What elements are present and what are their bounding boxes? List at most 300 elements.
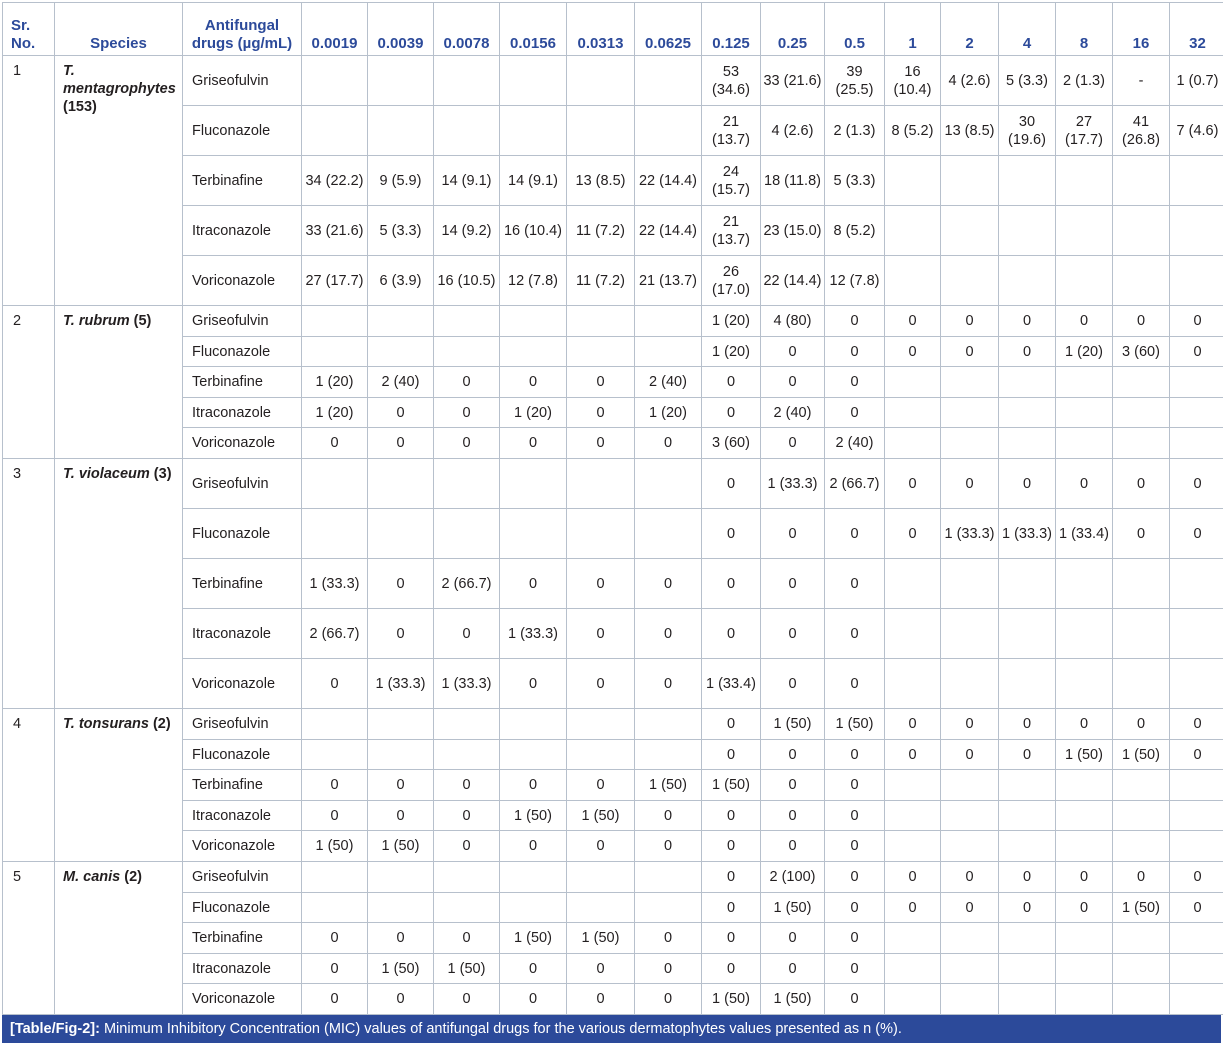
mic-value-cell	[302, 893, 368, 923]
mic-value-cell: 1 (50)	[434, 954, 500, 984]
mic-value-cell: 0	[567, 659, 635, 709]
mic-value-cell: 0	[1056, 306, 1113, 337]
mic-value-cell	[1113, 801, 1170, 831]
table-row	[3, 398, 1223, 428]
mic-value-cell: 12 (7.8)	[825, 256, 885, 306]
mic-value-cell	[941, 984, 999, 1015]
mic-value-cell	[1170, 923, 1223, 954]
mic-value-cell	[1056, 609, 1113, 659]
table-row	[3, 509, 1223, 559]
species-count: (153)	[63, 99, 97, 115]
mic-value-cell: 2 (1.3)	[825, 106, 885, 156]
header-row	[3, 3, 1223, 56]
mic-value-cell: 0	[761, 740, 825, 770]
mic-value-cell: 0	[999, 337, 1056, 367]
mic-value-cell: 1 (50)	[567, 801, 635, 831]
mic-value-cell	[941, 428, 999, 459]
mic-value-cell: 0	[302, 923, 368, 954]
mic-value-cell: 0	[1170, 337, 1223, 367]
mic-value-cell	[941, 156, 999, 206]
mic-value-cell: 1 (33.4)	[1056, 509, 1113, 559]
drug-name-cell: Itraconazole	[183, 954, 302, 984]
table-row	[3, 862, 1223, 893]
mic-value-cell	[999, 923, 1056, 954]
mic-value-cell: 1 (33.3)	[761, 459, 825, 509]
mic-value-cell: 13 (8.5)	[567, 156, 635, 206]
mic-value-cell: 0	[761, 337, 825, 367]
species-count: (2)	[124, 869, 142, 885]
mic-value-cell	[1170, 801, 1223, 831]
mic-value-cell	[1170, 428, 1223, 459]
mic-value-cell: 0	[368, 428, 434, 459]
mic-value-cell: 0	[885, 893, 941, 923]
mic-value-cell: 0	[825, 306, 885, 337]
mic-value-cell	[302, 709, 368, 740]
mic-value-cell: 0	[434, 831, 500, 862]
drug-name-cell: Fluconazole	[183, 893, 302, 923]
mic-value-cell: 1 (20)	[500, 398, 567, 428]
mic-value-cell: 0	[1170, 509, 1223, 559]
mic-value-cell: 0	[302, 801, 368, 831]
mic-value-cell: 27 (17.7)	[1056, 106, 1113, 156]
mic-value-cell	[500, 459, 567, 509]
header-concentration: 0.0156	[500, 3, 567, 56]
mic-value-cell	[999, 156, 1056, 206]
mic-value-cell	[885, 984, 941, 1015]
mic-value-cell: 1 (50)	[761, 709, 825, 740]
mic-value-cell: 0	[825, 862, 885, 893]
drug-name-cell: Itraconazole	[183, 398, 302, 428]
mic-value-cell: 1 (33.3)	[500, 609, 567, 659]
sr-no-cell: 5	[3, 862, 55, 1015]
mic-value-cell	[1056, 659, 1113, 709]
table-row	[3, 770, 1223, 801]
mic-value-cell	[567, 306, 635, 337]
mic-value-cell	[368, 509, 434, 559]
species-cell	[55, 306, 183, 459]
mic-value-cell	[302, 306, 368, 337]
mic-value-cell: 0	[1170, 306, 1223, 337]
mic-value-cell	[941, 609, 999, 659]
table-row	[3, 609, 1223, 659]
mic-value-cell	[1113, 609, 1170, 659]
mic-value-cell: 8 (5.2)	[825, 206, 885, 256]
mic-value-cell: 5 (3.3)	[999, 56, 1056, 106]
mic-value-cell	[1170, 398, 1223, 428]
mic-value-cell: 0	[500, 984, 567, 1015]
header-concentration: 0.0019	[302, 3, 368, 56]
mic-value-cell	[885, 770, 941, 801]
mic-value-cell: 16 (10.5)	[434, 256, 500, 306]
mic-value-cell: 0	[567, 770, 635, 801]
header-concentration: 16	[1113, 3, 1170, 56]
mic-value-cell: 6 (3.9)	[368, 256, 434, 306]
sr-no-cell: 4	[3, 709, 55, 862]
mic-value-cell: 0	[434, 609, 500, 659]
mic-value-cell: 22 (14.4)	[635, 156, 702, 206]
mic-value-cell: 0	[702, 459, 761, 509]
mic-value-cell: 41 (26.8)	[1113, 106, 1170, 156]
mic-value-cell	[1170, 954, 1223, 984]
mic-value-cell	[434, 740, 500, 770]
mic-value-cell	[1056, 801, 1113, 831]
mic-value-cell	[567, 709, 635, 740]
mic-value-cell	[1113, 770, 1170, 801]
header-concentration: 0.0625	[635, 3, 702, 56]
mic-value-cell: 0	[1113, 862, 1170, 893]
table-row	[3, 337, 1223, 367]
mic-value-cell: 0	[434, 428, 500, 459]
mic-value-cell: 14 (9.1)	[434, 156, 500, 206]
mic-value-cell: 27 (17.7)	[302, 256, 368, 306]
drug-name-cell: Itraconazole	[183, 206, 302, 256]
mic-value-cell	[885, 659, 941, 709]
mic-value-cell: 0	[999, 740, 1056, 770]
mic-value-cell	[941, 398, 999, 428]
sr-no-cell: 2	[3, 306, 55, 459]
mic-value-cell: 0	[825, 801, 885, 831]
mic-value-cell	[434, 306, 500, 337]
mic-value-cell	[1113, 659, 1170, 709]
mic-value-cell	[434, 337, 500, 367]
table-row	[3, 801, 1223, 831]
table-row	[3, 106, 1223, 156]
mic-value-cell	[567, 893, 635, 923]
mic-value-cell: 0	[368, 923, 434, 954]
mic-value-cell: 0	[500, 428, 567, 459]
mic-value-cell: 0	[702, 893, 761, 923]
table-row	[3, 459, 1223, 509]
table-row	[3, 367, 1223, 398]
mic-value-cell: 1 (50)	[368, 954, 434, 984]
mic-value-cell: 0	[1056, 709, 1113, 740]
mic-value-cell: 1 (0.7)	[1170, 56, 1223, 106]
mic-value-cell	[500, 862, 567, 893]
mic-value-cell: 0	[702, 709, 761, 740]
table-row	[3, 740, 1223, 770]
mic-value-cell: 3 (60)	[702, 428, 761, 459]
mic-value-cell	[368, 337, 434, 367]
mic-value-cell: 0	[941, 459, 999, 509]
mic-value-cell: 1 (20)	[302, 367, 368, 398]
header-concentration: 0.0078	[434, 3, 500, 56]
sr-no-cell: 1	[3, 56, 55, 306]
mic-value-cell: 0	[941, 709, 999, 740]
mic-value-cell: 3 (60)	[1113, 337, 1170, 367]
mic-value-cell	[635, 459, 702, 509]
mic-value-cell: 0	[434, 984, 500, 1015]
mic-value-cell	[999, 984, 1056, 1015]
mic-value-cell: 0	[702, 367, 761, 398]
mic-value-cell: 0	[1170, 893, 1223, 923]
mic-value-cell: 0	[761, 609, 825, 659]
mic-value-cell	[1056, 770, 1113, 801]
mic-value-cell	[999, 831, 1056, 862]
mic-value-cell	[1113, 256, 1170, 306]
caption-label: [Table/Fig-2]:	[10, 1021, 100, 1037]
mic-value-cell	[1113, 831, 1170, 862]
table-body	[3, 56, 1223, 1015]
mic-value-cell: 21 (13.7)	[702, 106, 761, 156]
mic-value-cell: 0	[500, 954, 567, 984]
mic-value-cell: 0	[567, 559, 635, 609]
mic-value-cell: 0	[1170, 709, 1223, 740]
mic-value-cell	[567, 459, 635, 509]
drug-name-cell: Itraconazole	[183, 609, 302, 659]
mic-value-cell: 0	[567, 831, 635, 862]
mic-value-cell: 0	[434, 367, 500, 398]
drug-name-cell: Griseofulvin	[183, 709, 302, 740]
table-row	[3, 954, 1223, 984]
mic-value-cell: 0	[702, 862, 761, 893]
mic-value-cell	[999, 659, 1056, 709]
mic-value-cell	[635, 56, 702, 106]
mic-value-cell	[885, 801, 941, 831]
mic-value-cell	[368, 306, 434, 337]
mic-value-cell: 0	[635, 831, 702, 862]
mic-value-cell	[999, 609, 1056, 659]
mic-value-cell: 26 (17.0)	[702, 256, 761, 306]
mic-value-cell	[885, 559, 941, 609]
header-concentration: 0.0313	[567, 3, 635, 56]
drug-name-cell: Voriconazole	[183, 256, 302, 306]
mic-value-cell: 0	[999, 893, 1056, 923]
mic-value-cell: 2 (66.7)	[825, 459, 885, 509]
mic-value-cell	[567, 509, 635, 559]
mic-value-cell: 1 (33.4)	[702, 659, 761, 709]
header-concentration: 0.125	[702, 3, 761, 56]
mic-value-cell: 1 (50)	[702, 984, 761, 1015]
mic-value-cell: 0	[368, 559, 434, 609]
mic-value-cell	[1056, 954, 1113, 984]
header-sr-no: Sr. No.	[3, 3, 55, 56]
mic-value-cell: 0	[567, 428, 635, 459]
mic-value-cell	[1113, 367, 1170, 398]
mic-value-cell: 0	[368, 984, 434, 1015]
mic-value-cell: 0	[941, 893, 999, 923]
mic-value-cell: 0	[885, 337, 941, 367]
mic-value-cell	[885, 206, 941, 256]
mic-value-cell	[302, 740, 368, 770]
table-row	[3, 984, 1223, 1015]
mic-value-cell: 0	[825, 954, 885, 984]
table-row	[3, 428, 1223, 459]
mic-value-cell: 1 (50)	[761, 893, 825, 923]
mic-value-cell	[500, 56, 567, 106]
mic-value-cell: 14 (9.1)	[500, 156, 567, 206]
mic-value-cell: 0	[761, 831, 825, 862]
mic-value-cell: 0	[761, 659, 825, 709]
mic-value-cell: 4 (2.6)	[941, 56, 999, 106]
mic-value-cell: 0	[1056, 862, 1113, 893]
mic-value-cell	[500, 709, 567, 740]
mic-value-cell	[368, 459, 434, 509]
mic-value-cell	[500, 106, 567, 156]
mic-value-cell: 0	[302, 659, 368, 709]
mic-value-cell	[999, 770, 1056, 801]
mic-value-cell	[368, 56, 434, 106]
table-row	[3, 559, 1223, 609]
mic-value-cell: 0	[702, 740, 761, 770]
mic-value-cell	[941, 659, 999, 709]
mic-value-cell: 0	[1113, 509, 1170, 559]
mic-value-cell	[567, 740, 635, 770]
mic-value-cell	[368, 893, 434, 923]
mic-value-cell: 0	[885, 740, 941, 770]
mic-value-cell	[368, 862, 434, 893]
drug-name-cell: Voriconazole	[183, 428, 302, 459]
mic-value-cell: -	[1113, 56, 1170, 106]
mic-value-cell	[1113, 984, 1170, 1015]
mic-value-cell	[1056, 206, 1113, 256]
header-concentration: 8	[1056, 3, 1113, 56]
mic-value-cell: 0	[635, 428, 702, 459]
table-row	[3, 709, 1223, 740]
mic-value-cell	[635, 106, 702, 156]
mic-value-cell: 0	[635, 801, 702, 831]
mic-value-cell	[500, 740, 567, 770]
drug-name-cell: Terbinafine	[183, 156, 302, 206]
mic-value-cell: 0	[302, 984, 368, 1015]
mic-value-cell	[885, 954, 941, 984]
mic-value-cell	[999, 398, 1056, 428]
mic-value-cell: 2 (40)	[761, 398, 825, 428]
mic-value-cell: 1 (50)	[1056, 740, 1113, 770]
mic-value-cell: 34 (22.2)	[302, 156, 368, 206]
drug-name-cell: Voriconazole	[183, 659, 302, 709]
mic-value-cell: 7 (4.6)	[1170, 106, 1223, 156]
mic-value-cell: 0	[941, 337, 999, 367]
mic-value-cell	[1056, 256, 1113, 306]
mic-value-cell	[302, 56, 368, 106]
mic-value-cell: 0	[761, 367, 825, 398]
mic-value-cell	[1113, 923, 1170, 954]
mic-value-cell: 0	[761, 954, 825, 984]
mic-value-cell	[885, 428, 941, 459]
table-row	[3, 923, 1223, 954]
mic-value-cell	[368, 740, 434, 770]
mic-value-cell	[1170, 156, 1223, 206]
header-concentration: 4	[999, 3, 1056, 56]
mic-value-cell: 0	[500, 559, 567, 609]
mic-value-cell: 0	[500, 367, 567, 398]
mic-value-cell: 0	[702, 801, 761, 831]
species-name: T. mentagrophytes	[63, 63, 176, 97]
table-row	[3, 659, 1223, 709]
mic-value-cell	[567, 337, 635, 367]
mic-value-cell: 0	[941, 740, 999, 770]
table-row	[3, 306, 1223, 337]
mic-value-cell	[941, 954, 999, 984]
mic-value-cell	[368, 709, 434, 740]
mic-value-cell: 0	[567, 367, 635, 398]
header-concentration: 0.5	[825, 3, 885, 56]
mic-value-cell	[1056, 428, 1113, 459]
mic-value-cell: 0	[500, 659, 567, 709]
mic-value-cell	[1170, 831, 1223, 862]
mic-value-cell	[434, 709, 500, 740]
mic-value-cell: 1 (50)	[635, 770, 702, 801]
mic-value-cell	[1113, 398, 1170, 428]
mic-value-cell	[302, 509, 368, 559]
mic-value-cell: 0	[368, 609, 434, 659]
mic-value-cell: 0	[702, 923, 761, 954]
header-concentration: 32	[1170, 3, 1223, 56]
mic-value-cell	[635, 509, 702, 559]
mic-value-cell: 1 (50)	[368, 831, 434, 862]
mic-value-cell	[885, 923, 941, 954]
mic-value-cell	[567, 106, 635, 156]
mic-value-cell	[500, 509, 567, 559]
mic-value-cell	[500, 306, 567, 337]
mic-value-cell	[941, 256, 999, 306]
species-name: T. violaceum	[63, 466, 150, 482]
mic-value-cell: 1 (20)	[1056, 337, 1113, 367]
mic-value-cell	[635, 709, 702, 740]
mic-value-cell: 0	[1170, 459, 1223, 509]
mic-value-cell	[941, 206, 999, 256]
mic-value-cell: 2 (66.7)	[302, 609, 368, 659]
drug-name-cell: Griseofulvin	[183, 862, 302, 893]
mic-value-cell: 1 (33.3)	[368, 659, 434, 709]
mic-value-cell	[302, 459, 368, 509]
mic-value-cell	[567, 56, 635, 106]
header-concentration: 2	[941, 3, 999, 56]
mic-value-cell	[1170, 770, 1223, 801]
drug-name-cell: Terbinafine	[183, 367, 302, 398]
table-figure	[2, 2, 1221, 1043]
mic-value-cell: 11 (7.2)	[567, 256, 635, 306]
species-count: (5)	[134, 313, 152, 329]
mic-value-cell: 0	[825, 609, 885, 659]
mic-value-cell: 0	[635, 984, 702, 1015]
mic-value-cell	[1113, 954, 1170, 984]
mic-value-cell: 0	[885, 306, 941, 337]
mic-value-cell	[567, 862, 635, 893]
species-count: (3)	[154, 466, 172, 482]
mic-value-cell: 0	[825, 740, 885, 770]
mic-value-cell	[999, 206, 1056, 256]
mic-value-cell: 0	[825, 398, 885, 428]
mic-value-cell: 1 (50)	[825, 709, 885, 740]
mic-value-cell: 14 (9.2)	[434, 206, 500, 256]
mic-value-cell: 0	[434, 398, 500, 428]
mic-value-cell: 30 (19.6)	[999, 106, 1056, 156]
mic-value-cell: 0	[368, 770, 434, 801]
mic-value-cell: 0	[761, 923, 825, 954]
mic-value-cell: 2 (1.3)	[1056, 56, 1113, 106]
header-concentration: 0.25	[761, 3, 825, 56]
mic-value-cell	[1170, 609, 1223, 659]
mic-value-cell: 0	[635, 559, 702, 609]
mic-value-cell: 0	[999, 862, 1056, 893]
mic-value-cell: 0	[825, 984, 885, 1015]
mic-value-cell: 1 (50)	[500, 923, 567, 954]
mic-value-cell: 0	[567, 398, 635, 428]
mic-value-cell	[1170, 256, 1223, 306]
mic-value-cell: 13 (8.5)	[941, 106, 999, 156]
mic-value-cell	[500, 893, 567, 923]
mic-value-cell: 1 (20)	[635, 398, 702, 428]
mic-value-cell: 0	[825, 559, 885, 609]
mic-value-cell: 0	[825, 509, 885, 559]
mic-value-cell: 1 (50)	[702, 770, 761, 801]
drug-name-cell: Terbinafine	[183, 770, 302, 801]
mic-value-cell: 0	[825, 923, 885, 954]
species-cell	[55, 862, 183, 1015]
mic-value-cell: 0	[825, 659, 885, 709]
header-antifungal-drugs: Antifungal drugs (µg/mL)	[183, 3, 302, 56]
